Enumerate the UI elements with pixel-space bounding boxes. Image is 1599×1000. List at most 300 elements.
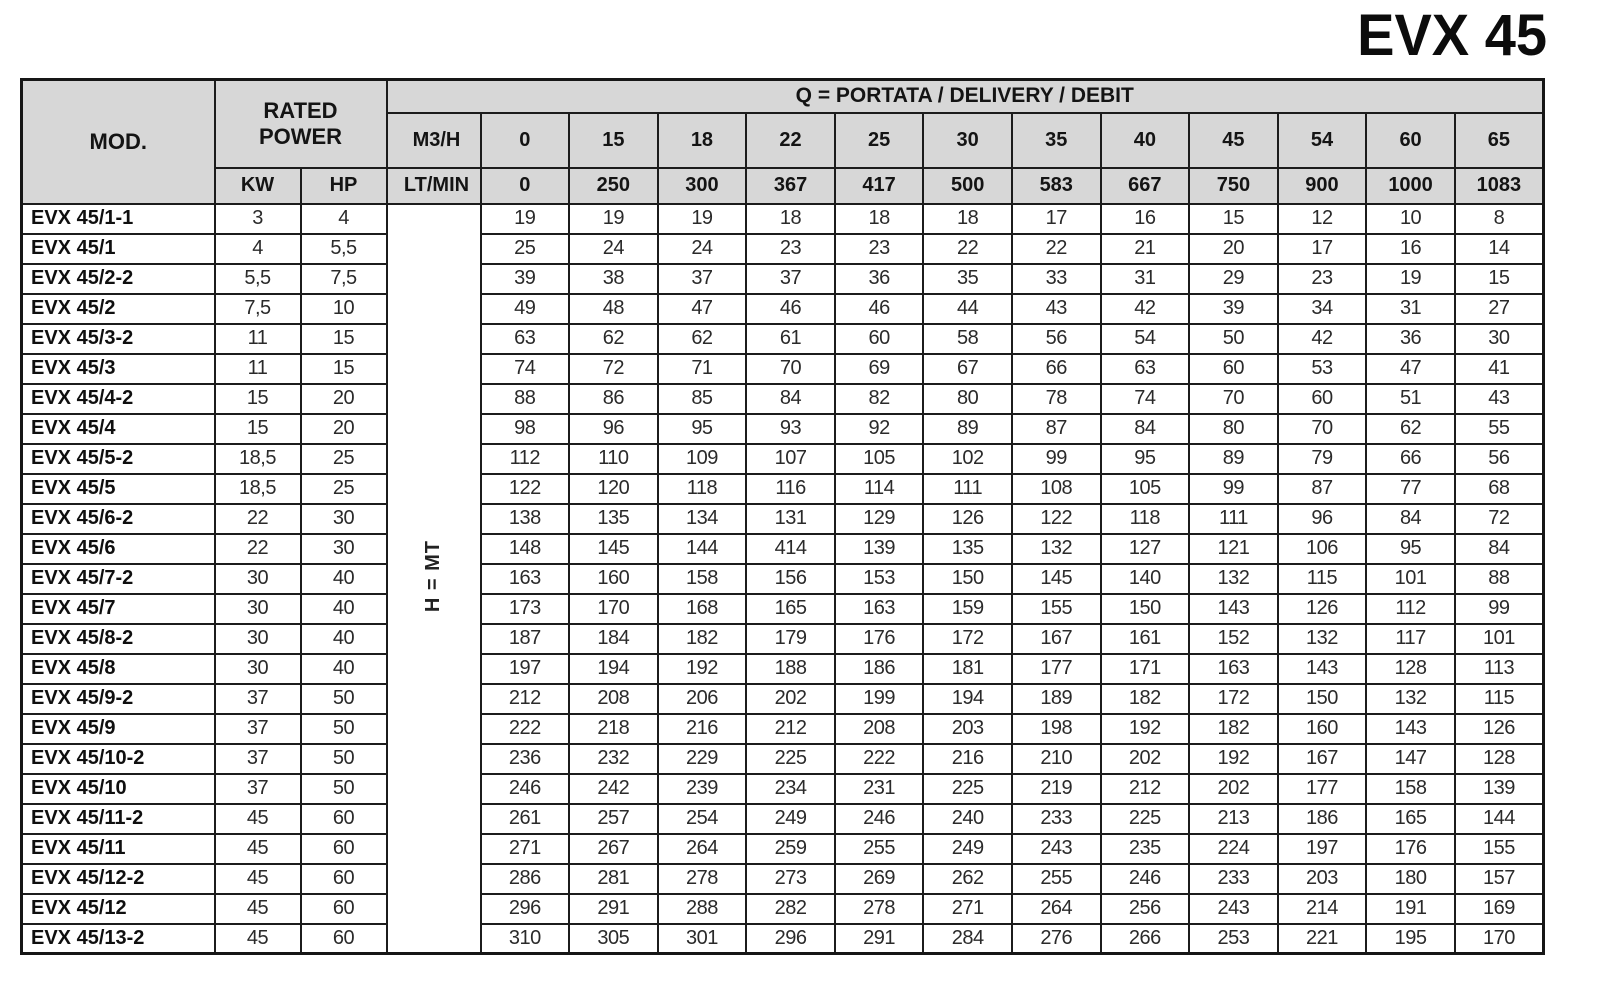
head-value-cell: 255 — [1012, 864, 1101, 894]
head-value-cell: 116 — [746, 474, 835, 504]
head-value-cell: 74 — [1101, 384, 1190, 414]
head-value-cell: 79 — [1278, 444, 1367, 474]
head-value-cell: 139 — [835, 534, 924, 564]
head-value-cell: 267 — [569, 834, 658, 864]
ltmin-value-cell: 583 — [1012, 168, 1101, 204]
head-value-cell: 170 — [569, 594, 658, 624]
kw-cell: 22 — [215, 534, 301, 564]
head-value-cell: 36 — [835, 264, 924, 294]
head-value-cell: 114 — [835, 474, 924, 504]
head-value-cell: 212 — [481, 684, 570, 714]
head-value-cell: 235 — [1101, 834, 1190, 864]
head-value-cell: 167 — [1278, 744, 1367, 774]
model-cell: EVX 45/11 — [22, 834, 215, 864]
head-value-cell: 12 — [1278, 204, 1367, 234]
head-value-cell: 135 — [923, 534, 1012, 564]
table-row — [22, 654, 1544, 684]
head-value-cell: 53 — [1278, 354, 1367, 384]
kw-cell: 11 — [215, 324, 301, 354]
head-value-cell: 249 — [746, 804, 835, 834]
ltmin-value-cell: 750 — [1189, 168, 1278, 204]
head-value-cell: 131 — [746, 504, 835, 534]
head-value-cell: 214 — [1278, 894, 1367, 924]
head-value-cell: 256 — [1101, 894, 1190, 924]
table-row — [22, 264, 1544, 294]
head-value-cell: 34 — [1278, 294, 1367, 324]
kw-cell: 45 — [215, 894, 301, 924]
head-value-cell: 89 — [923, 414, 1012, 444]
head-value-cell: 110 — [569, 444, 658, 474]
head-value-cell: 157 — [1455, 864, 1544, 894]
head-value-cell: 101 — [1455, 624, 1544, 654]
model-cell: EVX 45/11-2 — [22, 804, 215, 834]
head-value-cell: 43 — [1455, 384, 1544, 414]
head-value-cell: 72 — [1455, 504, 1544, 534]
table-row — [22, 594, 1544, 624]
head-value-cell: 33 — [1012, 264, 1101, 294]
head-value-cell: 78 — [1012, 384, 1101, 414]
head-value-cell: 19 — [1366, 264, 1455, 294]
head-value-cell: 224 — [1189, 834, 1278, 864]
head-value-cell: 84 — [1366, 504, 1455, 534]
kw-cell: 18,5 — [215, 444, 301, 474]
head-value-cell: 143 — [1278, 654, 1367, 684]
hp-cell: 15 — [301, 354, 387, 384]
head-value-cell: 84 — [746, 384, 835, 414]
table-row — [22, 234, 1544, 264]
head-value-cell: 112 — [1366, 594, 1455, 624]
table-row — [22, 864, 1544, 894]
col-header-mod: MOD. — [22, 80, 215, 204]
head-value-cell: 77 — [1366, 474, 1455, 504]
head-value-cell: 254 — [658, 804, 747, 834]
hp-cell: 60 — [301, 804, 387, 834]
head-value-cell: 18 — [835, 204, 924, 234]
hp-cell: 7,5 — [301, 264, 387, 294]
head-value-cell: 41 — [1455, 354, 1544, 384]
m3h-value-cell: 65 — [1455, 113, 1544, 168]
head-value-cell: 158 — [1366, 774, 1455, 804]
head-value-cell: 167 — [1012, 624, 1101, 654]
head-value-cell: 113 — [1455, 654, 1544, 684]
table-row — [22, 564, 1544, 594]
head-value-cell: 177 — [1278, 774, 1367, 804]
table-row — [22, 924, 1544, 954]
head-value-cell: 18 — [746, 204, 835, 234]
head-value-cell: 22 — [1012, 234, 1101, 264]
head-value-cell: 61 — [746, 324, 835, 354]
head-value-cell: 176 — [1366, 834, 1455, 864]
kw-cell: 3 — [215, 204, 301, 234]
m3h-value-cell: 30 — [923, 113, 1012, 168]
head-value-cell: 38 — [569, 264, 658, 294]
head-value-cell: 216 — [923, 744, 1012, 774]
head-value-cell: 31 — [1101, 264, 1190, 294]
head-value-cell: 202 — [1189, 774, 1278, 804]
head-value-cell: 60 — [1278, 384, 1367, 414]
kw-cell: 45 — [215, 924, 301, 954]
head-value-cell: 182 — [1101, 684, 1190, 714]
head-value-cell: 229 — [658, 744, 747, 774]
head-value-cell: 284 — [923, 924, 1012, 954]
head-value-cell: 15 — [1455, 264, 1544, 294]
ltmin-value-cell: 367 — [746, 168, 835, 204]
hp-cell: 20 — [301, 414, 387, 444]
head-value-cell: 198 — [1012, 714, 1101, 744]
hp-cell: 60 — [301, 894, 387, 924]
head-value-cell: 23 — [835, 234, 924, 264]
kw-cell: 30 — [215, 564, 301, 594]
m3h-value-cell: 15 — [569, 113, 658, 168]
m3h-value-cell: 35 — [1012, 113, 1101, 168]
head-value-cell: 208 — [835, 714, 924, 744]
ltmin-value-cell: 0 — [481, 168, 570, 204]
kw-cell: 15 — [215, 384, 301, 414]
head-value-cell: 62 — [569, 324, 658, 354]
head-value-cell: 42 — [1278, 324, 1367, 354]
head-value-cell: 160 — [569, 564, 658, 594]
head-value-cell: 246 — [481, 774, 570, 804]
head-value-cell: 282 — [746, 894, 835, 924]
hp-cell: 60 — [301, 924, 387, 954]
head-value-cell: 60 — [1189, 354, 1278, 384]
head-value-cell: 56 — [1455, 444, 1544, 474]
ltmin-value-cell: 500 — [923, 168, 1012, 204]
head-value-cell: 21 — [1101, 234, 1190, 264]
head-value-cell: 106 — [1278, 534, 1367, 564]
head-value-cell: 118 — [658, 474, 747, 504]
head-value-cell: 161 — [1101, 624, 1190, 654]
col-header-kw: KW — [215, 168, 301, 204]
head-value-cell: 46 — [746, 294, 835, 324]
model-cell: EVX 45/12 — [22, 894, 215, 924]
head-value-cell: 144 — [1455, 804, 1544, 834]
hp-cell: 10 — [301, 294, 387, 324]
head-value-cell: 218 — [569, 714, 658, 744]
model-cell: EVX 45/8-2 — [22, 624, 215, 654]
head-value-cell: 259 — [746, 834, 835, 864]
head-value-cell: 16 — [1366, 234, 1455, 264]
head-value-cell: 139 — [1455, 774, 1544, 804]
head-value-cell: 177 — [1012, 654, 1101, 684]
head-value-cell: 195 — [1366, 924, 1455, 954]
head-value-cell: 80 — [923, 384, 1012, 414]
hp-cell: 20 — [301, 384, 387, 414]
head-value-cell: 101 — [1366, 564, 1455, 594]
head-value-cell: 144 — [658, 534, 747, 564]
head-value-cell: 86 — [569, 384, 658, 414]
hp-cell: 50 — [301, 714, 387, 744]
head-value-cell: 44 — [923, 294, 1012, 324]
head-value-cell: 14 — [1455, 234, 1544, 264]
head-value-cell: 273 — [746, 864, 835, 894]
head-value-cell: 56 — [1012, 324, 1101, 354]
kw-cell: 45 — [215, 834, 301, 864]
hp-cell: 40 — [301, 624, 387, 654]
head-value-cell: 70 — [1278, 414, 1367, 444]
head-value-cell: 147 — [1366, 744, 1455, 774]
head-value-cell: 233 — [1189, 864, 1278, 894]
head-value-cell: 199 — [835, 684, 924, 714]
model-cell: EVX 45/12-2 — [22, 864, 215, 894]
head-value-cell: 67 — [923, 354, 1012, 384]
m3h-value-cell: 18 — [658, 113, 747, 168]
model-cell: EVX 45/6 — [22, 534, 215, 564]
h-mt-cell — [387, 204, 481, 954]
kw-cell: 11 — [215, 354, 301, 384]
ltmin-row — [22, 168, 1544, 204]
head-value-cell: 22 — [923, 234, 1012, 264]
model-cell: EVX 45/8 — [22, 654, 215, 684]
head-value-cell: 262 — [923, 864, 1012, 894]
head-value-cell: 95 — [1366, 534, 1455, 564]
head-value-cell: 271 — [923, 894, 1012, 924]
head-value-cell: 181 — [923, 654, 1012, 684]
hp-cell: 40 — [301, 594, 387, 624]
head-value-cell: 203 — [1278, 864, 1367, 894]
head-value-cell: 276 — [1012, 924, 1101, 954]
model-cell: EVX 45/10 — [22, 774, 215, 804]
head-value-cell: 43 — [1012, 294, 1101, 324]
head-value-cell: 165 — [746, 594, 835, 624]
head-value-cell: 84 — [1101, 414, 1190, 444]
table-row — [22, 534, 1544, 564]
head-value-cell: 225 — [1101, 804, 1190, 834]
kw-cell: 15 — [215, 414, 301, 444]
head-value-cell: 66 — [1012, 354, 1101, 384]
head-value-cell: 31 — [1366, 294, 1455, 324]
head-value-cell: 225 — [923, 774, 1012, 804]
head-value-cell: 163 — [1189, 654, 1278, 684]
ltmin-value-cell: 417 — [835, 168, 924, 204]
q-title-row — [22, 80, 1544, 113]
kw-cell: 37 — [215, 744, 301, 774]
head-value-cell: 102 — [923, 444, 1012, 474]
hp-cell: 40 — [301, 564, 387, 594]
table-row — [22, 204, 1544, 234]
head-value-cell: 186 — [1278, 804, 1367, 834]
head-value-cell: 126 — [923, 504, 1012, 534]
head-value-cell: 143 — [1366, 714, 1455, 744]
head-value-cell: 132 — [1189, 564, 1278, 594]
m3h-value-cell: 60 — [1366, 113, 1455, 168]
head-value-cell: 118 — [1101, 504, 1190, 534]
head-value-cell: 197 — [481, 654, 570, 684]
head-value-cell: 37 — [658, 264, 747, 294]
col-header-q-title: Q = PORTATA / DELIVERY / DEBIT — [387, 80, 1544, 113]
head-value-cell: 112 — [481, 444, 570, 474]
ltmin-unit-label: LT/MIN — [387, 168, 481, 204]
page-title: EVX 45 — [1357, 1, 1547, 68]
kw-cell: 7,5 — [215, 294, 301, 324]
head-value-cell: 264 — [658, 834, 747, 864]
head-value-cell: 222 — [835, 744, 924, 774]
kw-cell: 45 — [215, 864, 301, 894]
head-value-cell: 10 — [1366, 204, 1455, 234]
head-value-cell: 231 — [835, 774, 924, 804]
head-value-cell: 281 — [569, 864, 658, 894]
head-value-cell: 87 — [1012, 414, 1101, 444]
head-value-cell: 212 — [746, 714, 835, 744]
head-value-cell: 145 — [569, 534, 658, 564]
head-value-cell: 291 — [835, 924, 924, 954]
head-value-cell: 105 — [835, 444, 924, 474]
model-cell: EVX 45/13-2 — [22, 924, 215, 954]
head-value-cell: 126 — [1278, 594, 1367, 624]
model-cell: EVX 45/7-2 — [22, 564, 215, 594]
head-value-cell: 242 — [569, 774, 658, 804]
head-value-cell: 160 — [1278, 714, 1367, 744]
head-value-cell: 296 — [746, 924, 835, 954]
head-value-cell: 70 — [746, 354, 835, 384]
head-value-cell: 121 — [1189, 534, 1278, 564]
table-row — [22, 714, 1544, 744]
head-value-cell: 89 — [1189, 444, 1278, 474]
table-row — [22, 354, 1544, 384]
head-value-cell: 17 — [1012, 204, 1101, 234]
table-row — [22, 324, 1544, 354]
head-value-cell: 216 — [658, 714, 747, 744]
model-cell: EVX 45/4 — [22, 414, 215, 444]
head-value-cell: 58 — [923, 324, 1012, 354]
ltmin-value-cell: 900 — [1278, 168, 1367, 204]
hp-cell: 4 — [301, 204, 387, 234]
head-value-cell: 27 — [1455, 294, 1544, 324]
model-cell: EVX 45/4-2 — [22, 384, 215, 414]
col-header-rated-power — [215, 80, 387, 168]
head-value-cell: 17 — [1278, 234, 1367, 264]
head-value-cell: 129 — [835, 504, 924, 534]
head-value-cell: 187 — [481, 624, 570, 654]
kw-cell: 45 — [215, 804, 301, 834]
table-row — [22, 414, 1544, 444]
head-value-cell: 93 — [746, 414, 835, 444]
head-value-cell: 269 — [835, 864, 924, 894]
head-value-cell: 240 — [923, 804, 1012, 834]
head-value-cell: 150 — [1101, 594, 1190, 624]
head-value-cell: 88 — [481, 384, 570, 414]
col-header-hp: HP — [301, 168, 387, 204]
head-value-cell: 243 — [1189, 894, 1278, 924]
table-row — [22, 444, 1544, 474]
model-cell: EVX 45/7 — [22, 594, 215, 624]
head-value-cell: 122 — [1012, 504, 1101, 534]
head-value-cell: 239 — [658, 774, 747, 804]
kw-cell: 4 — [215, 234, 301, 264]
head-value-cell: 150 — [923, 564, 1012, 594]
m3h-value-cell: 40 — [1101, 113, 1190, 168]
head-value-cell: 165 — [1366, 804, 1455, 834]
kw-cell: 37 — [215, 714, 301, 744]
head-value-cell: 107 — [746, 444, 835, 474]
head-value-cell: 180 — [1366, 864, 1455, 894]
h-mt-label: H = MT — [422, 539, 444, 612]
head-value-cell: 84 — [1455, 534, 1544, 564]
head-value-cell: 111 — [1189, 504, 1278, 534]
head-value-cell: 30 — [1455, 324, 1544, 354]
head-value-cell: 179 — [746, 624, 835, 654]
table-row — [22, 384, 1544, 414]
model-cell: EVX 45/1 — [22, 234, 215, 264]
head-value-cell: 249 — [923, 834, 1012, 864]
head-value-cell: 188 — [746, 654, 835, 684]
head-value-cell: 203 — [923, 714, 1012, 744]
table-row — [22, 294, 1544, 324]
head-value-cell: 122 — [481, 474, 570, 504]
hp-cell: 50 — [301, 684, 387, 714]
head-value-cell: 80 — [1189, 414, 1278, 444]
head-value-cell: 8 — [1455, 204, 1544, 234]
head-value-cell: 128 — [1455, 744, 1544, 774]
head-value-cell: 132 — [1012, 534, 1101, 564]
head-value-cell: 278 — [835, 894, 924, 924]
head-value-cell: 158 — [658, 564, 747, 594]
head-value-cell: 163 — [481, 564, 570, 594]
head-value-cell: 135 — [569, 504, 658, 534]
table-row — [22, 834, 1544, 864]
head-value-cell: 153 — [835, 564, 924, 594]
hp-cell: 30 — [301, 534, 387, 564]
head-value-cell: 169 — [1455, 894, 1544, 924]
head-value-cell: 189 — [1012, 684, 1101, 714]
model-cell: EVX 45/3 — [22, 354, 215, 384]
table-row — [22, 774, 1544, 804]
table-row — [22, 474, 1544, 504]
head-value-cell: 414 — [746, 534, 835, 564]
head-value-cell: 140 — [1101, 564, 1190, 594]
hp-cell: 50 — [301, 744, 387, 774]
head-value-cell: 120 — [569, 474, 658, 504]
performance-table — [20, 78, 1545, 955]
head-value-cell: 266 — [1101, 924, 1190, 954]
head-value-cell: 168 — [658, 594, 747, 624]
kw-cell: 5,5 — [215, 264, 301, 294]
head-value-cell: 20 — [1189, 234, 1278, 264]
head-value-cell: 173 — [481, 594, 570, 624]
head-value-cell: 16 — [1101, 204, 1190, 234]
head-value-cell: 127 — [1101, 534, 1190, 564]
head-value-cell: 170 — [1455, 924, 1544, 954]
head-value-cell: 145 — [1012, 564, 1101, 594]
head-value-cell: 291 — [569, 894, 658, 924]
head-value-cell: 24 — [658, 234, 747, 264]
head-value-cell: 264 — [1012, 894, 1101, 924]
head-value-cell: 208 — [569, 684, 658, 714]
m3h-value-cell: 0 — [481, 113, 570, 168]
head-value-cell: 62 — [658, 324, 747, 354]
head-value-cell: 225 — [746, 744, 835, 774]
head-value-cell: 143 — [1189, 594, 1278, 624]
head-value-cell: 37 — [746, 264, 835, 294]
head-value-cell: 25 — [481, 234, 570, 264]
head-value-cell: 82 — [835, 384, 924, 414]
head-value-cell: 232 — [569, 744, 658, 774]
hp-cell: 25 — [301, 474, 387, 504]
table-row — [22, 804, 1544, 834]
model-cell: EVX 45/9 — [22, 714, 215, 744]
head-value-cell: 163 — [835, 594, 924, 624]
head-value-cell: 47 — [1366, 354, 1455, 384]
head-value-cell: 192 — [1189, 744, 1278, 774]
head-value-cell: 192 — [1101, 714, 1190, 744]
head-value-cell: 96 — [569, 414, 658, 444]
head-value-cell: 23 — [746, 234, 835, 264]
head-value-cell: 194 — [923, 684, 1012, 714]
head-value-cell: 19 — [569, 204, 658, 234]
m3h-value-cell: 22 — [746, 113, 835, 168]
kw-cell: 30 — [215, 624, 301, 654]
head-value-cell: 63 — [481, 324, 570, 354]
